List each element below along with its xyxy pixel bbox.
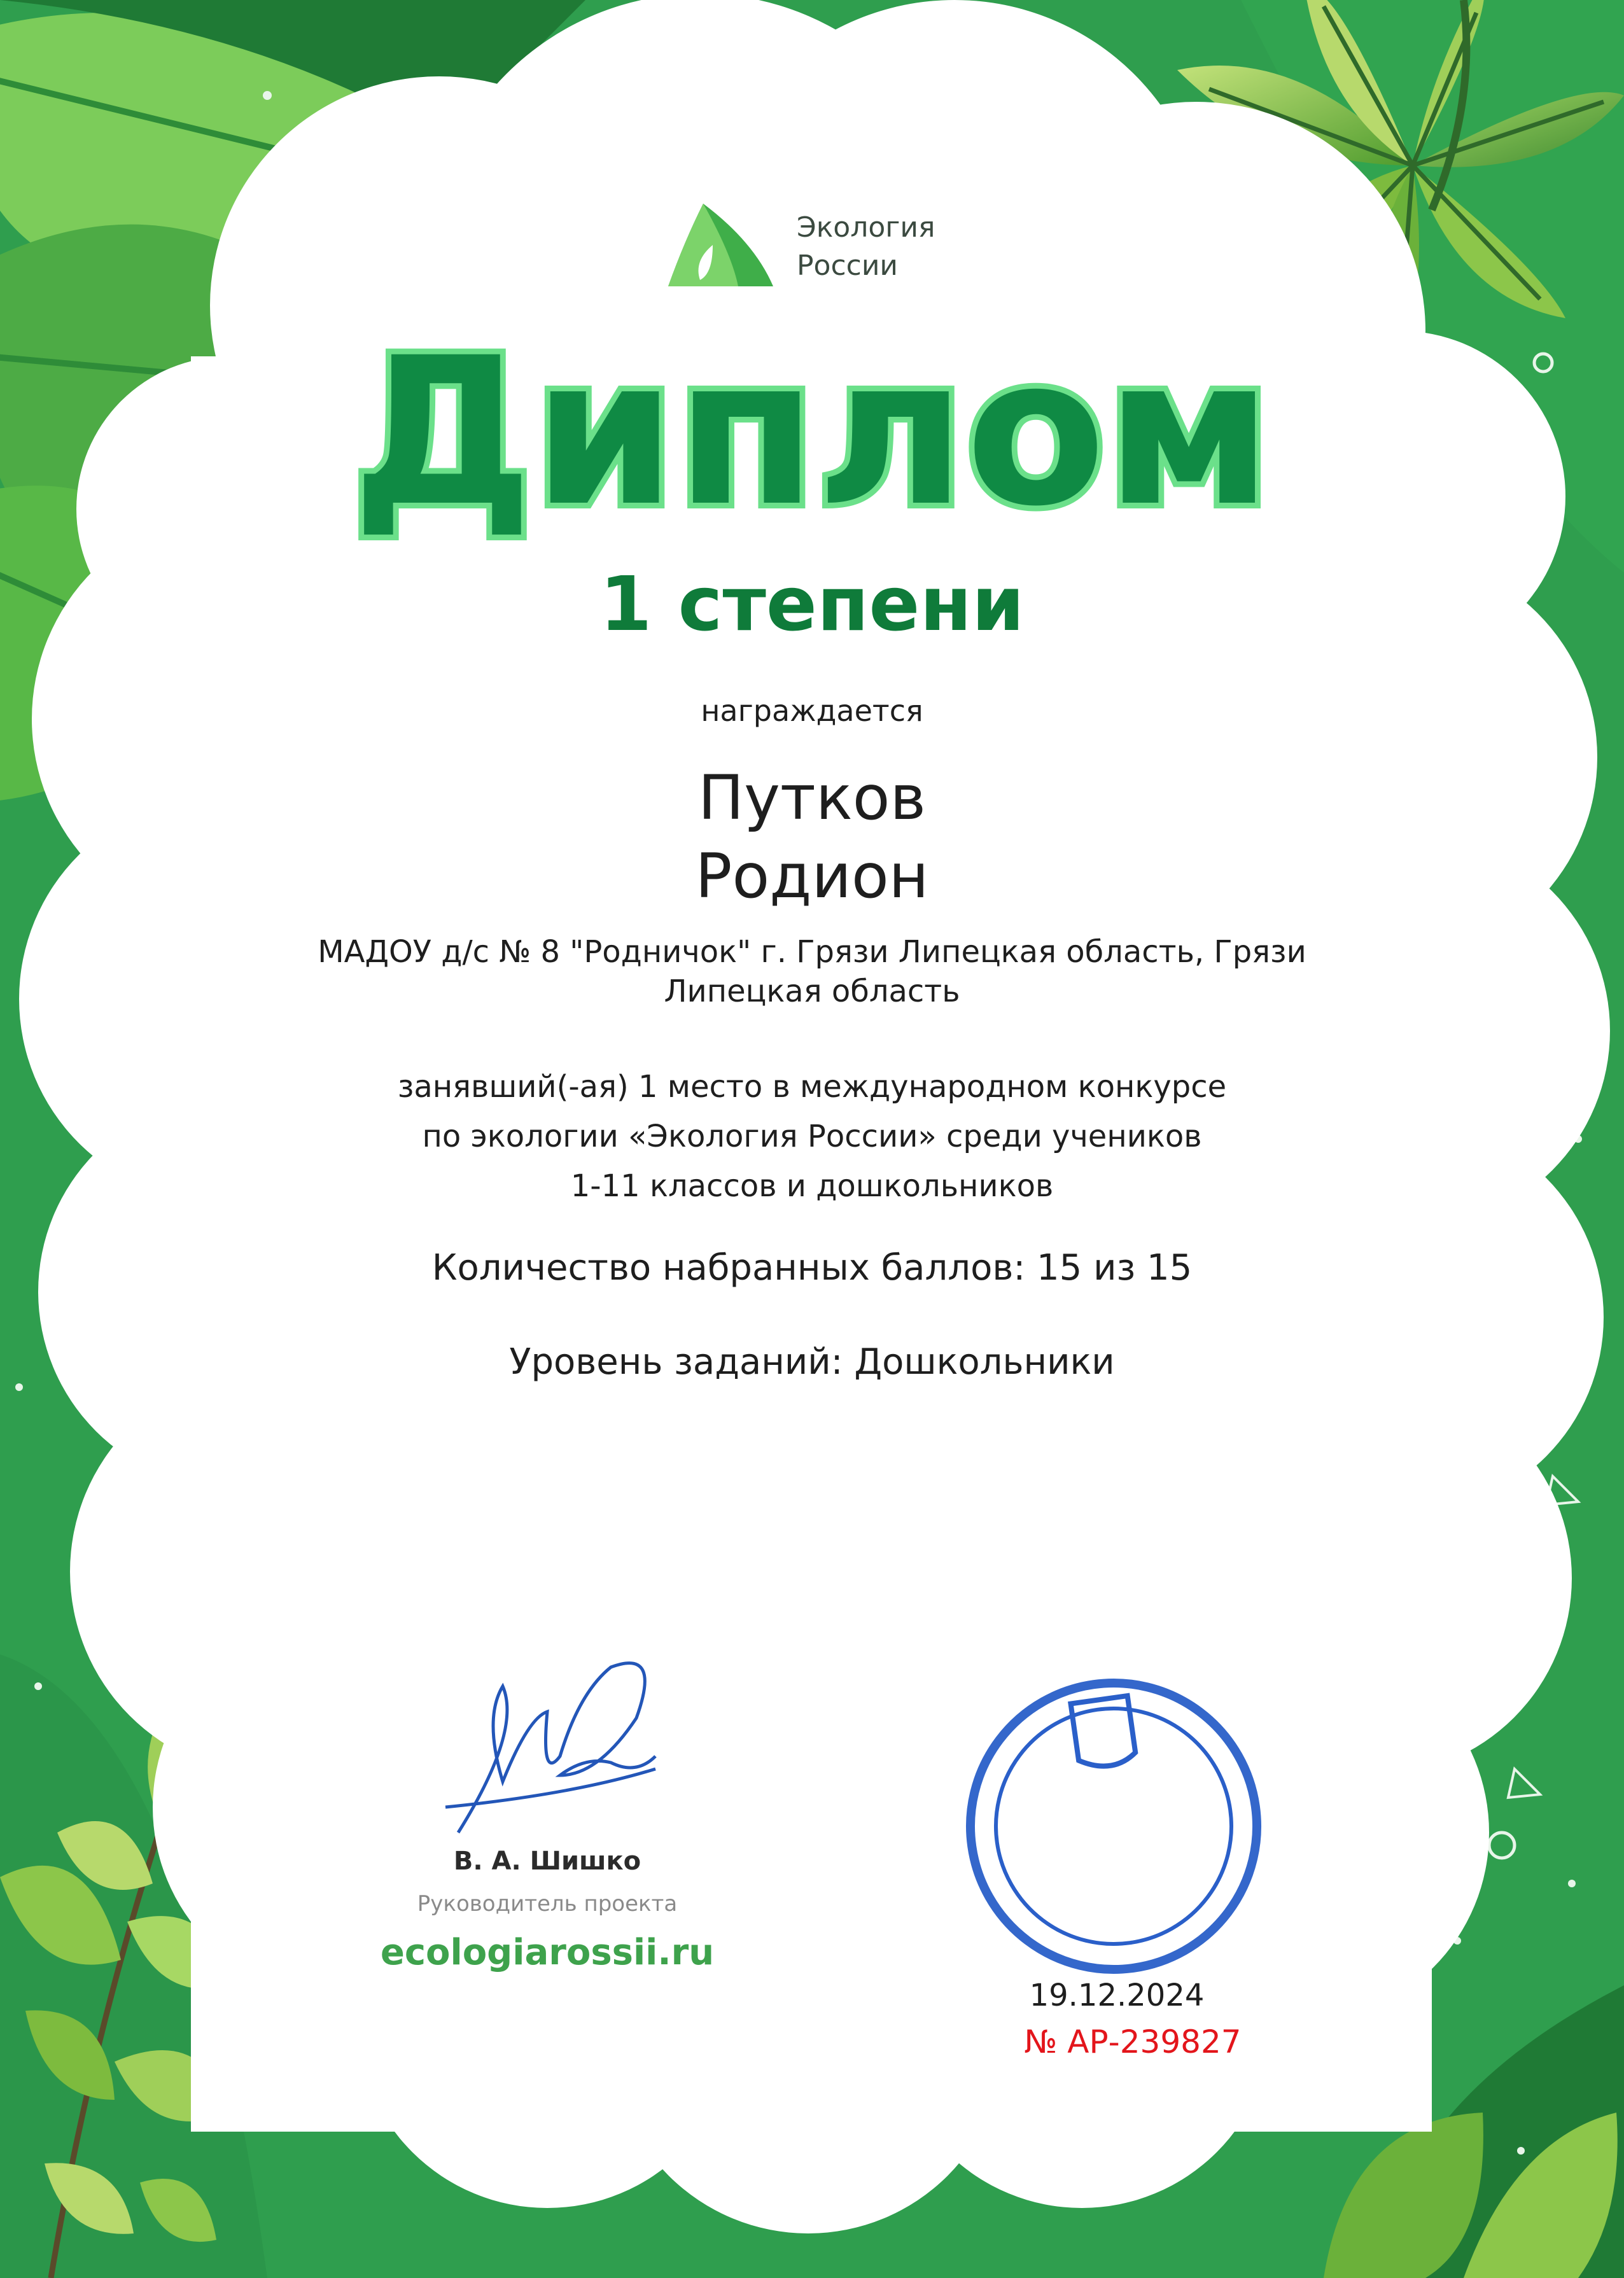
- achievement-line-1: занявший(-ая) 1 место в международном конкурсе: [397, 1069, 1227, 1105]
- issue-date: 19.12.2024: [1029, 1978, 1205, 2013]
- degree-heading: 1 степени: [599, 560, 1025, 648]
- diploma-title-text: Диплом: [351, 314, 1273, 551]
- logo-line-2: России: [797, 249, 899, 282]
- organization-line-2: Липецкая область: [664, 974, 960, 1009]
- awarded-label: награждается: [701, 694, 923, 728]
- signer-name: В. А. Шишко: [453, 1847, 641, 1876]
- score-text: Количество набранных баллов: 15 из 15: [431, 1247, 1193, 1289]
- achievement-line-3: 1-11 классов и дошкольников: [570, 1168, 1054, 1204]
- logo-text: [797, 209, 988, 285]
- recipient-first-name: Родион: [695, 841, 929, 912]
- website-link[interactable]: ecologiarossii.ru: [380, 1932, 715, 1973]
- level-text: Уровень заданий: Дошкольники: [509, 1341, 1115, 1383]
- signer-role: Руководитель проекта: [417, 1891, 678, 1917]
- logo-line-1: Экология: [797, 211, 935, 244]
- document-number: № АР-239827: [1024, 2023, 1242, 2060]
- recipient-surname: Путков: [697, 762, 927, 834]
- organization-line-1: МАДОУ д/с № 8 "Родничок" г. Грязи Липецкая область, Грязи: [318, 934, 1306, 970]
- achievement-line-2: по экологии «Экология России» среди учеников: [422, 1119, 1202, 1154]
